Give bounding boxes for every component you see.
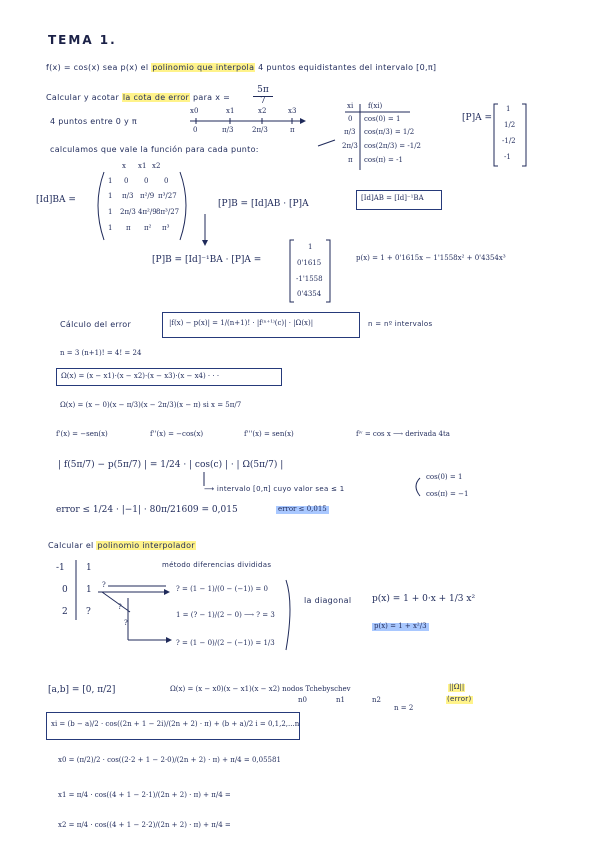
table-row-1-f: cos(π/3) = 1/2 xyxy=(364,128,415,136)
norm-omega: ||Ω|| xyxy=(449,683,465,691)
axis-node-x1: x1 xyxy=(226,107,235,115)
error-bound: | f(5π/7) − p(5π/7) | = 1/24 · | cos(c) | · | Ω(5π/7) | xyxy=(58,460,284,470)
m-3-3: π³ xyxy=(162,224,170,232)
axis-val-pi3: π/3 xyxy=(222,126,234,134)
points-label: 4 puntos entre 0 y π xyxy=(50,117,138,126)
pa-0: 1 xyxy=(506,105,511,113)
m-3-2: π² xyxy=(144,224,152,232)
deriv-4: fⁱᵛ = cos x ⟶ derivada 4ta xyxy=(356,430,450,438)
interp-polynomial: p(x) = 1 + 0'1615x − 1'1558x² + 0'4354x³ xyxy=(356,254,506,262)
m-1-2: π²/9 xyxy=(140,192,155,200)
x2-eval: x2 = π/4 · cos((4 + 1 − 2·2)/(2n + 2) · π) + π/4 = xyxy=(58,821,231,829)
intro-line-1-pre: f(x) = cos(x) sea p(x) el xyxy=(46,63,149,72)
dd-f-0: 1 xyxy=(86,563,92,573)
m-2-1: 2π/3 xyxy=(120,208,136,216)
page-title: TEMA 1. xyxy=(48,33,117,47)
error-final-highlight: error ≤ 0,015 xyxy=(278,505,327,513)
n-equals-2: n = 2 xyxy=(394,704,414,712)
dd-q-0: ? xyxy=(102,581,106,589)
pa-2: -1/2 xyxy=(502,137,516,145)
n-line: n = 3 (n+1)! = 4! = 24 xyxy=(60,349,142,357)
x0-eval: x0 = (π/2)/2 · cos((2·2 + 1 − 2·0)/(2n + 2) · π) + π/4 = 0,05581 xyxy=(58,756,281,764)
diagonal-note: la diagonal xyxy=(304,596,352,605)
intro-line-2-highlight: la cota de error xyxy=(122,93,190,102)
pa-1: 1/2 xyxy=(504,121,516,129)
table-row-1-x: π/3 xyxy=(344,128,356,136)
pa-3: -1 xyxy=(504,153,511,161)
table-row-0-f: cos(0) = 1 xyxy=(364,115,401,123)
m-0-1: 0 xyxy=(124,177,129,185)
deriv-2: f''(x) = −cos(x) xyxy=(150,430,204,438)
error-formula: |f(x) − p(x)| = 1/(n+1)! · |f⁽ⁿ⁺¹⁾(c)| · |Ω(x)| xyxy=(169,319,314,327)
id-ba-label: [Id]BA = xyxy=(36,195,76,205)
dd-eq-1: 1 = (? − 1)/(2 − 0) ⟶ ? = 3 xyxy=(176,611,275,619)
matrix-col-head-0: x xyxy=(122,162,126,170)
table-head-x: xi xyxy=(347,102,354,110)
points-note: calculamos que vale la función para cada punto: xyxy=(50,145,259,154)
m-0-0: 1 xyxy=(108,177,113,185)
x-frac-den: 7 xyxy=(260,95,266,106)
dd-eq-2: ? = (1 − 0)/(2 − (−1)) = 1/3 xyxy=(176,639,275,647)
omega-cheb: Ω(x) = (x − x0)(x − x1)(x − x2) nodos Tchebyschev xyxy=(170,685,351,693)
node-sub-0: n0 xyxy=(298,696,307,704)
pb-2: -1'1558 xyxy=(296,275,323,283)
dd-polynomial: p(x) = 1 + 0·x + 1/3 x² xyxy=(372,594,476,604)
pa-label: [P]A = xyxy=(462,113,492,123)
intro-line-2-post: para x = xyxy=(193,93,231,102)
part2-heading-pre: Calcular el xyxy=(48,541,94,550)
cos-val-0: cos(0) = 1 xyxy=(426,473,463,481)
n-note: n = nº intervalos xyxy=(368,320,433,328)
cos-val-pi: cos(π) = −1 xyxy=(426,490,469,498)
pb-0: 1 xyxy=(308,243,313,251)
dd-q-2: ? xyxy=(124,619,128,627)
part2-heading-highlight: polinomio interpolador xyxy=(97,541,195,550)
dd-eq-0: ? = (1 − 1)/(0 − (−1)) = 0 xyxy=(176,585,268,593)
table-row-2-x: 2π/3 xyxy=(342,142,358,150)
axis-val-2pi3: 2π/3 xyxy=(252,126,268,134)
interval-note: ⟶ intervalo [0,π] cuyo valor sea ≤ 1 xyxy=(204,485,345,493)
table-row-0-x: 0 xyxy=(348,115,353,123)
dd-f-2: ? xyxy=(86,607,91,617)
table-head-f: f(xi) xyxy=(368,102,383,110)
axis-node-x3: x3 xyxy=(288,107,297,115)
dd-x-0: -1 xyxy=(56,563,65,573)
m-1-3: π³/27 xyxy=(158,192,177,200)
x1-eval: x1 = π/4 · cos((4 + 1 − 2·1)/(2n + 2) · π) + π/4 = xyxy=(58,791,231,799)
m-0-3: 0 xyxy=(164,177,169,185)
x-frac-num: 5π xyxy=(253,86,273,97)
node-sub-1: n1 xyxy=(336,696,345,704)
intro-line-2-pre: Calcular y acotar xyxy=(46,93,120,102)
axis-node-x0: x0 xyxy=(190,107,199,115)
m-3-0: 1 xyxy=(108,224,113,232)
pb-1: 0'1615 xyxy=(297,259,322,267)
m-1-0: 1 xyxy=(108,192,113,200)
cheb-formula-box xyxy=(46,712,300,740)
dd-q-1: ? xyxy=(118,603,122,611)
table-row-3-f: cos(π) = -1 xyxy=(364,156,403,164)
omega-eval: Ω(x) = (x − 0)(x − π/3)(x − 2π/3)(x − π) si x = 5π/7 xyxy=(60,401,242,409)
id-ab-eq: [Id]AB = [Id]⁻¹BA xyxy=(361,194,424,202)
pb-3: 0'4354 xyxy=(297,290,322,298)
dd-x-1: 0 xyxy=(62,585,68,595)
m-1-1: π/3 xyxy=(122,192,134,200)
error-final: error ≤ 1/24 · |−1| · 80π/21609 = 0,015 xyxy=(56,505,238,515)
error-label: Cálculo del error xyxy=(60,320,132,329)
deriv-3: f'''(x) = sen(x) xyxy=(244,430,294,438)
intro-line-1-highlight: polinomio que interpola xyxy=(152,63,255,72)
dd-x-2: 2 xyxy=(62,607,68,617)
m-2-0: 1 xyxy=(108,208,113,216)
table-row-2-f: cos(2π/3) = -1/2 xyxy=(364,142,422,150)
axis-val-pi: π xyxy=(290,126,295,134)
m-2-2: 4π²/9 xyxy=(138,208,157,216)
method-label: método diferencias divididas xyxy=(162,561,272,569)
node-sub-2: n2 xyxy=(372,696,381,704)
norm-note: (error) xyxy=(447,695,472,703)
table-row-3-x: π xyxy=(348,156,353,164)
m-0-2: 0 xyxy=(144,177,149,185)
matrix-col-head-1: x1 xyxy=(138,162,147,170)
interval-ab: [a,b] = [0, π/2] xyxy=(48,685,116,695)
dd-polynomial-highlight: p(x) = 1 + x²/3 xyxy=(374,622,427,630)
cheb-formula: xi = (b − a)/2 · cos((2n + 1 − 2i)/(2n + 2) · π) + (b + a)/2 i = 0,1,2,...n xyxy=(51,720,300,728)
axis-val-0: 0 xyxy=(193,126,198,134)
pb-eq: [P]B = [Id]⁻¹BA · [P]A = xyxy=(152,255,262,265)
deriv-1: f'(x) = −sen(x) xyxy=(56,430,108,438)
axis-node-x2: x2 xyxy=(258,107,267,115)
omega-def: Ω(x) = (x − x1)·(x − x2)·(x − x3)·(x − x4) · · · xyxy=(61,372,220,380)
dd-f-1: 1 xyxy=(86,585,92,595)
matrix-col-head-2: x2 xyxy=(152,162,161,170)
intro-line-1-post: 4 puntos equidistantes del intervalo [0,π] xyxy=(258,63,437,72)
m-2-3: 8π³/27 xyxy=(156,208,180,216)
change-basis-eq: [P]B = [Id]AB · [P]A xyxy=(218,199,309,209)
m-3-1: π xyxy=(126,224,131,232)
